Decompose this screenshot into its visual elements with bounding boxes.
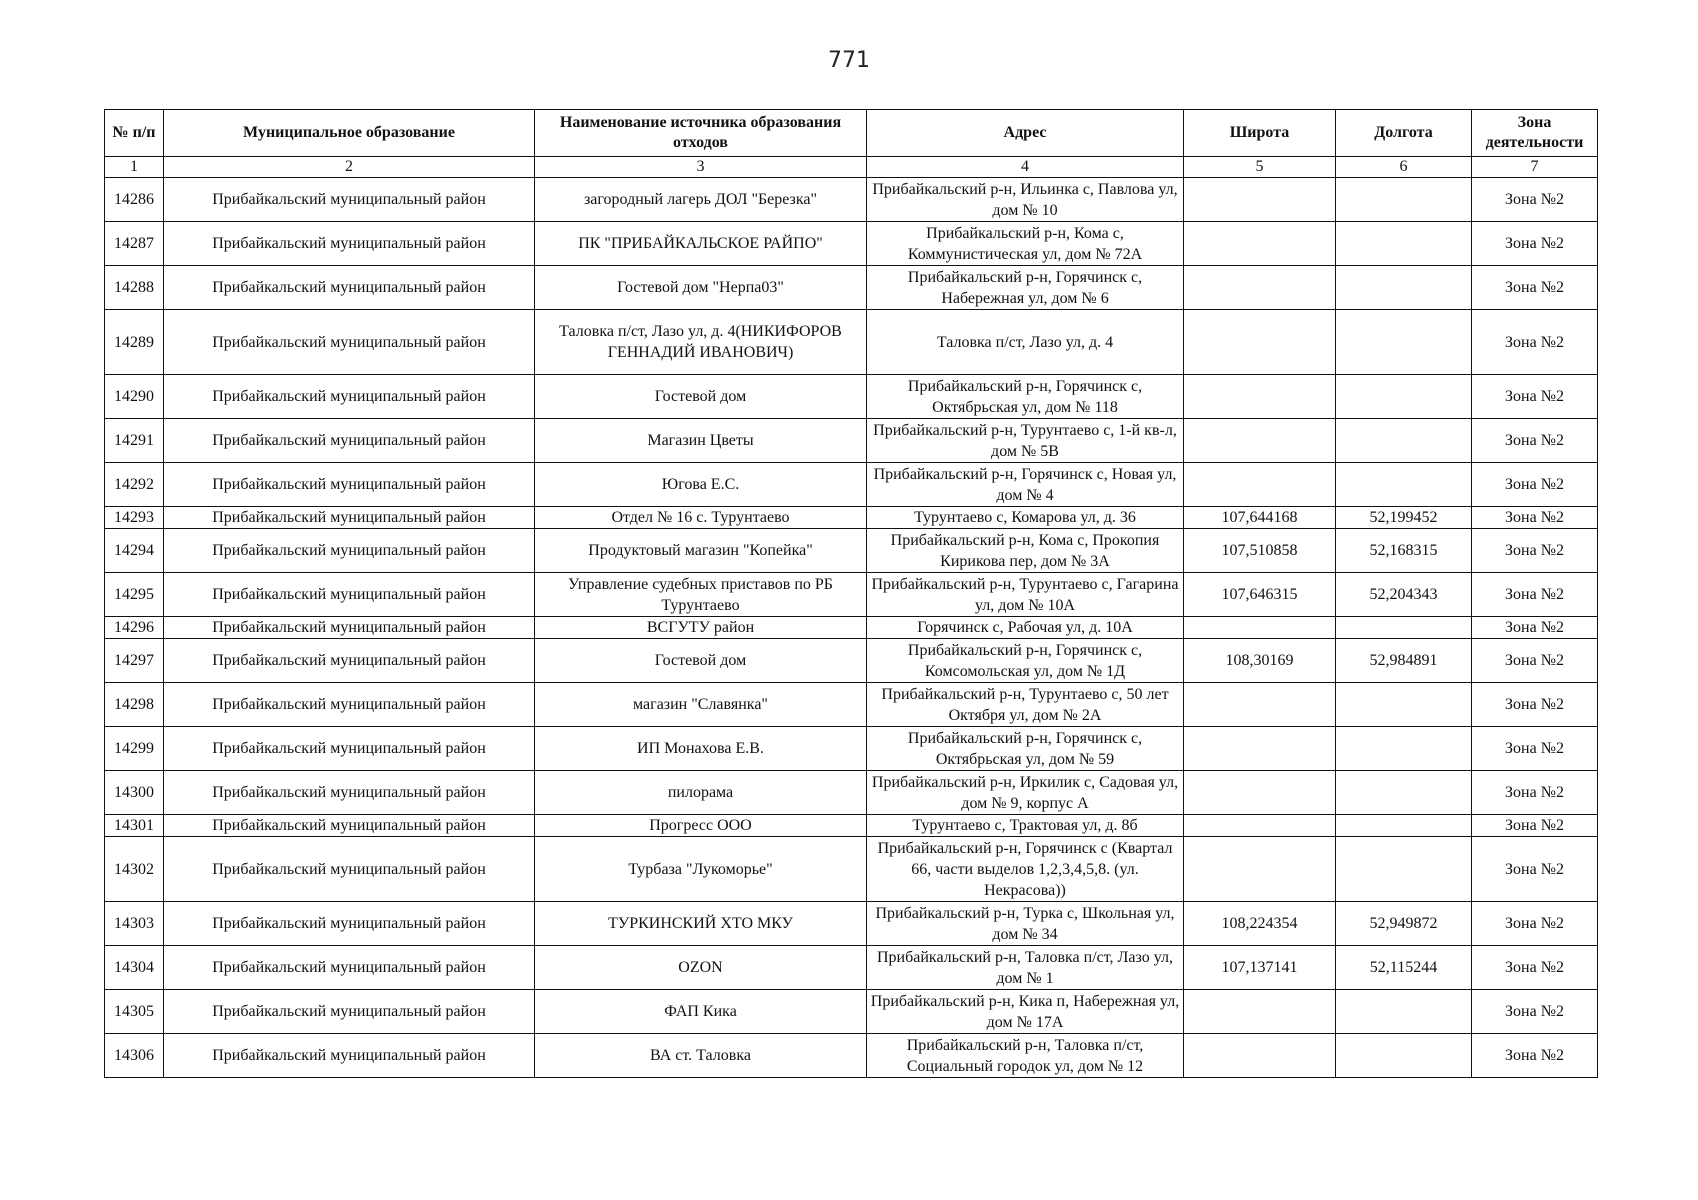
- table-row: [105, 529, 1598, 573]
- table-row: [105, 222, 1598, 266]
- table-row: [105, 902, 1598, 946]
- row-number-cell: 14303: [105, 902, 164, 946]
- municipality-cell: Прибайкальский муниципальный район: [164, 771, 535, 815]
- municipality-cell: Прибайкальский муниципальный район: [164, 990, 535, 1034]
- longitude-cell: 52,199452: [1336, 507, 1472, 529]
- zone-cell: Зона №2: [1472, 617, 1598, 639]
- address-cell: Прибайкальский р-н, Горячинск с, Комсомольская ул, дом № 1Д: [867, 639, 1184, 683]
- address-cell: Прибайкальский р-н, Турунтаево с, Гагарина ул, дом № 10А: [867, 573, 1184, 617]
- zone-cell: Зона №2: [1472, 310, 1598, 375]
- zone-cell: Зона №2: [1472, 463, 1598, 507]
- column-number-cell: 4: [867, 157, 1184, 178]
- latitude-cell: 107,137141: [1184, 946, 1336, 990]
- zone-cell: Зона №2: [1472, 375, 1598, 419]
- municipality-cell: Прибайкальский муниципальный район: [164, 683, 535, 727]
- row-number-cell: 14295: [105, 573, 164, 617]
- row-number-cell: 14288: [105, 266, 164, 310]
- longitude-cell: [1336, 1034, 1472, 1078]
- municipality-cell: Прибайкальский муниципальный район: [164, 507, 535, 529]
- address-cell: Турунтаево с, Трактовая ул, д. 8б: [867, 815, 1184, 837]
- row-number-cell: 14300: [105, 771, 164, 815]
- address-cell: Прибайкальский р-н, Горячинск с, Новая ул, дом № 4: [867, 463, 1184, 507]
- table-row: [105, 266, 1598, 310]
- address-cell: Прибайкальский р-н, Турунтаево с, 1-й кв-л, дом № 5В: [867, 419, 1184, 463]
- longitude-cell: 52,204343: [1336, 573, 1472, 617]
- latitude-cell: 107,510858: [1184, 529, 1336, 573]
- latitude-cell: [1184, 617, 1336, 639]
- zone-cell: Зона №2: [1472, 178, 1598, 222]
- zone-cell: Зона №2: [1472, 1034, 1598, 1078]
- longitude-cell: 52,949872: [1336, 902, 1472, 946]
- municipality-cell: Прибайкальский муниципальный район: [164, 815, 535, 837]
- table-row: [105, 639, 1598, 683]
- municipality-cell: Прибайкальский муниципальный район: [164, 375, 535, 419]
- latitude-cell: [1184, 815, 1336, 837]
- latitude-cell: 108,30169: [1184, 639, 1336, 683]
- source-cell: загородный лагерь ДОЛ "Березка": [535, 178, 867, 222]
- table-row: [105, 617, 1598, 639]
- header-cell: Зона деятельности: [1472, 110, 1598, 157]
- address-cell: Прибайкальский р-н, Кика п, Набережная ул, дом № 17А: [867, 990, 1184, 1034]
- address-cell: Прибайкальский р-н, Кома с, Коммунистическая ул, дом № 72А: [867, 222, 1184, 266]
- longitude-cell: [1336, 266, 1472, 310]
- address-cell: Прибайкальский р-н, Иркилик с, Садовая ул, дом № 9, корпус А: [867, 771, 1184, 815]
- address-cell: Прибайкальский р-н, Горячинск с (Квартал 66, части выделов 1,2,3,4,5,8. (ул. Некрасова)): [867, 837, 1184, 902]
- zone-cell: Зона №2: [1472, 771, 1598, 815]
- row-number-cell: 14286: [105, 178, 164, 222]
- table-row: [105, 310, 1598, 375]
- table-row: [105, 1034, 1598, 1078]
- municipality-cell: Прибайкальский муниципальный район: [164, 727, 535, 771]
- longitude-cell: [1336, 771, 1472, 815]
- longitude-cell: [1336, 310, 1472, 375]
- address-cell: Прибайкальский р-н, Таловка п/ст, Социальный городок ул, дом № 12: [867, 1034, 1184, 1078]
- source-cell: Отдел № 16 с. Турунтаево: [535, 507, 867, 529]
- municipality-cell: Прибайкальский муниципальный район: [164, 1034, 535, 1078]
- table-row: [105, 507, 1598, 529]
- zone-cell: Зона №2: [1472, 990, 1598, 1034]
- zone-cell: Зона №2: [1472, 507, 1598, 529]
- latitude-cell: [1184, 222, 1336, 266]
- source-cell: пилорама: [535, 771, 867, 815]
- zone-cell: Зона №2: [1472, 815, 1598, 837]
- header-row: [105, 110, 1598, 157]
- address-cell: Прибайкальский р-н, Горячинск с, Набережная ул, дом № 6: [867, 266, 1184, 310]
- table-row: [105, 727, 1598, 771]
- latitude-cell: [1184, 310, 1336, 375]
- municipality-cell: Прибайкальский муниципальный район: [164, 946, 535, 990]
- source-cell: Югова Е.С.: [535, 463, 867, 507]
- latitude-cell: [1184, 683, 1336, 727]
- column-number-cell: 7: [1472, 157, 1598, 178]
- address-cell: Прибайкальский р-н, Турунтаево с, 50 лет Октября ул, дом № 2А: [867, 683, 1184, 727]
- municipality-cell: Прибайкальский муниципальный район: [164, 266, 535, 310]
- source-cell: Гостевой дом "Нерпа03": [535, 266, 867, 310]
- header-cell: Широта: [1184, 110, 1336, 157]
- row-number-cell: 14294: [105, 529, 164, 573]
- column-number-cell: 2: [164, 157, 535, 178]
- row-number-cell: 14291: [105, 419, 164, 463]
- zone-cell: Зона №2: [1472, 419, 1598, 463]
- municipality-cell: Прибайкальский муниципальный район: [164, 639, 535, 683]
- table-body: [105, 178, 1598, 1078]
- header-cell: Адрес: [867, 110, 1184, 157]
- longitude-cell: [1336, 375, 1472, 419]
- zone-cell: Зона №2: [1472, 946, 1598, 990]
- address-cell: Прибайкальский р-н, Ильинка с, Павлова ул, дом № 10: [867, 178, 1184, 222]
- table-row: [105, 178, 1598, 222]
- page-number: 771: [828, 48, 870, 73]
- zone-cell: Зона №2: [1472, 639, 1598, 683]
- latitude-cell: 107,644168: [1184, 507, 1336, 529]
- table-row: [105, 573, 1598, 617]
- source-cell: ВА ст. Таловка: [535, 1034, 867, 1078]
- longitude-cell: [1336, 617, 1472, 639]
- column-number-cell: 1: [105, 157, 164, 178]
- address-cell: Прибайкальский р-н, Таловка п/ст, Лазо ул, дом № 1: [867, 946, 1184, 990]
- source-cell: Турбаза "Лукоморье": [535, 837, 867, 902]
- longitude-cell: [1336, 815, 1472, 837]
- column-number-row: [105, 157, 1598, 178]
- header-cell: № п/п: [105, 110, 164, 157]
- longitude-cell: [1336, 990, 1472, 1034]
- latitude-cell: [1184, 837, 1336, 902]
- table-row: [105, 990, 1598, 1034]
- source-cell: Продуктовый магазин "Копейка": [535, 529, 867, 573]
- source-cell: ПК "ПРИБАЙКАЛЬСКОЕ РАЙПО": [535, 222, 867, 266]
- source-cell: ТУРКИНСКИЙ ХТО МКУ: [535, 902, 867, 946]
- table-row: [105, 419, 1598, 463]
- latitude-cell: [1184, 727, 1336, 771]
- column-number-cell: 6: [1336, 157, 1472, 178]
- table-row: [105, 815, 1598, 837]
- longitude-cell: [1336, 837, 1472, 902]
- row-number-cell: 14292: [105, 463, 164, 507]
- row-number-cell: 14302: [105, 837, 164, 902]
- longitude-cell: 52,984891: [1336, 639, 1472, 683]
- zone-cell: Зона №2: [1472, 837, 1598, 902]
- zone-cell: Зона №2: [1472, 902, 1598, 946]
- zone-cell: Зона №2: [1472, 727, 1598, 771]
- latitude-cell: 108,224354: [1184, 902, 1336, 946]
- source-cell: Гостевой дом: [535, 375, 867, 419]
- address-cell: Прибайкальский р-н, Горячинск с, Октябрьская ул, дом № 59: [867, 727, 1184, 771]
- row-number-cell: 14287: [105, 222, 164, 266]
- address-cell: Прибайкальский р-н, Турка с, Школьная ул, дом № 34: [867, 902, 1184, 946]
- longitude-cell: [1336, 222, 1472, 266]
- column-number-cell: 5: [1184, 157, 1336, 178]
- zone-cell: Зона №2: [1472, 683, 1598, 727]
- longitude-cell: [1336, 683, 1472, 727]
- address-cell: Прибайкальский р-н, Кома с, Прокопия Кирикова пер, дом № 3А: [867, 529, 1184, 573]
- table-row: [105, 771, 1598, 815]
- row-number-cell: 14304: [105, 946, 164, 990]
- municipality-cell: Прибайкальский муниципальный район: [164, 463, 535, 507]
- row-number-cell: 14289: [105, 310, 164, 375]
- zone-cell: Зона №2: [1472, 529, 1598, 573]
- row-number-cell: 14298: [105, 683, 164, 727]
- table-row: [105, 375, 1598, 419]
- longitude-cell: [1336, 178, 1472, 222]
- municipality-cell: Прибайкальский муниципальный район: [164, 419, 535, 463]
- latitude-cell: [1184, 266, 1336, 310]
- table-row: [105, 683, 1598, 727]
- latitude-cell: [1184, 419, 1336, 463]
- source-cell: ИП Монахова Е.В.: [535, 727, 867, 771]
- latitude-cell: [1184, 178, 1336, 222]
- zone-cell: Зона №2: [1472, 266, 1598, 310]
- municipality-cell: Прибайкальский муниципальный район: [164, 573, 535, 617]
- source-cell: ФАП Кика: [535, 990, 867, 1034]
- municipality-cell: Прибайкальский муниципальный район: [164, 902, 535, 946]
- header-cell: Наименование источника образования отходов: [535, 110, 867, 157]
- municipality-cell: Прибайкальский муниципальный район: [164, 178, 535, 222]
- municipality-cell: Прибайкальский муниципальный район: [164, 617, 535, 639]
- municipality-cell: Прибайкальский муниципальный район: [164, 837, 535, 902]
- longitude-cell: [1336, 463, 1472, 507]
- source-cell: ВСГУТУ район: [535, 617, 867, 639]
- source-cell: Прогресс ООО: [535, 815, 867, 837]
- latitude-cell: [1184, 771, 1336, 815]
- row-number-cell: 14293: [105, 507, 164, 529]
- latitude-cell: [1184, 1034, 1336, 1078]
- latitude-cell: [1184, 463, 1336, 507]
- latitude-cell: [1184, 990, 1336, 1034]
- source-cell: Управление судебных приставов по РБ Турунтаево: [535, 573, 867, 617]
- source-cell: магазин "Славянка": [535, 683, 867, 727]
- address-cell: Прибайкальский р-н, Горячинск с, Октябрьская ул, дом № 118: [867, 375, 1184, 419]
- row-number-cell: 14296: [105, 617, 164, 639]
- row-number-cell: 14290: [105, 375, 164, 419]
- longitude-cell: 52,115244: [1336, 946, 1472, 990]
- row-number-cell: 14306: [105, 1034, 164, 1078]
- header-cell: Долгота: [1336, 110, 1472, 157]
- header-cell: Муниципальное образование: [164, 110, 535, 157]
- row-number-cell: 14299: [105, 727, 164, 771]
- address-cell: Горячинск с, Рабочая ул, д. 10А: [867, 617, 1184, 639]
- municipality-cell: Прибайкальский муниципальный район: [164, 529, 535, 573]
- longitude-cell: [1336, 727, 1472, 771]
- longitude-cell: [1336, 419, 1472, 463]
- source-cell: OZON: [535, 946, 867, 990]
- row-number-cell: 14301: [105, 815, 164, 837]
- municipality-cell: Прибайкальский муниципальный район: [164, 310, 535, 375]
- source-cell: Таловка п/ст, Лазо ул, д. 4(НИКИФОРОВ ГЕННАДИЙ ИВАНОВИЧ): [535, 310, 867, 375]
- table-row: [105, 946, 1598, 990]
- latitude-cell: 107,646315: [1184, 573, 1336, 617]
- table-row: [105, 837, 1598, 902]
- source-cell: Гостевой дом: [535, 639, 867, 683]
- waste-sources-table: [104, 109, 1598, 1078]
- row-number-cell: 14305: [105, 990, 164, 1034]
- zone-cell: Зона №2: [1472, 573, 1598, 617]
- municipality-cell: Прибайкальский муниципальный район: [164, 222, 535, 266]
- column-number-cell: 3: [535, 157, 867, 178]
- longitude-cell: 52,168315: [1336, 529, 1472, 573]
- address-cell: Таловка п/ст, Лазо ул, д. 4: [867, 310, 1184, 375]
- table-row: [105, 463, 1598, 507]
- zone-cell: Зона №2: [1472, 222, 1598, 266]
- latitude-cell: [1184, 375, 1336, 419]
- source-cell: Магазин Цветы: [535, 419, 867, 463]
- row-number-cell: 14297: [105, 639, 164, 683]
- address-cell: Турунтаево с, Комарова ул, д. 36: [867, 507, 1184, 529]
